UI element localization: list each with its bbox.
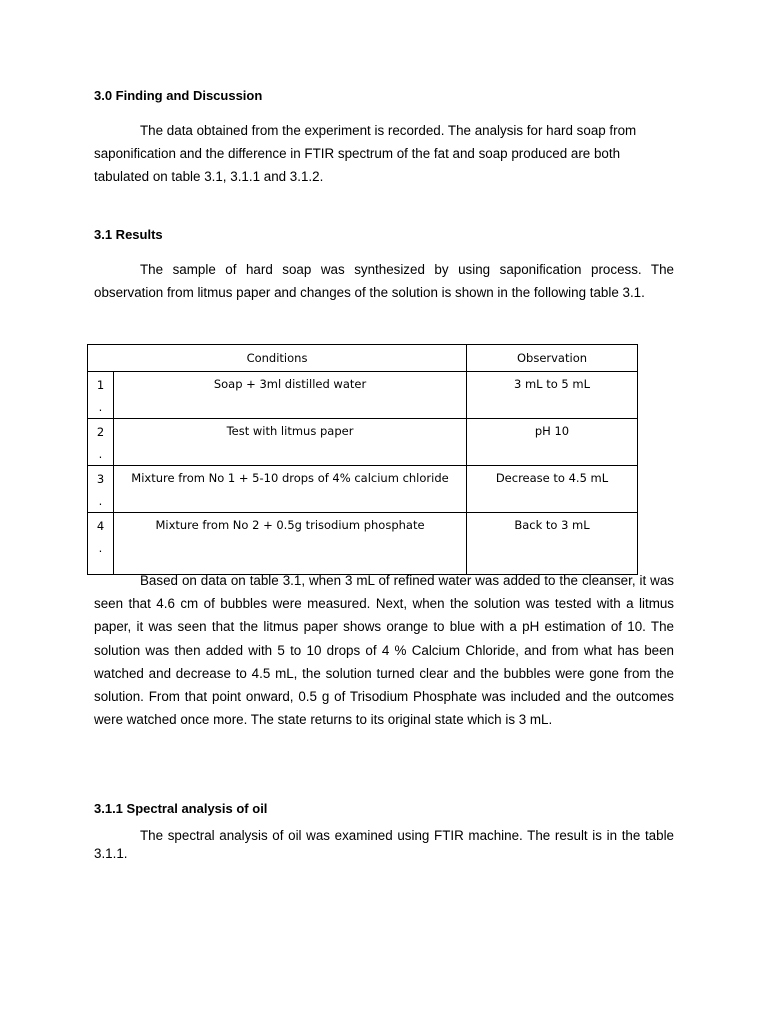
row-condition: Mixture from No 2 + 0.5g trisodium phosphate [114,513,467,575]
row-number: 4 . [88,513,114,575]
row-number: 3 . [88,466,114,513]
row-observation: 3 mL to 5 mL [467,372,638,419]
row-observation: pH 10 [467,419,638,466]
spectral-intro-paragraph: The spectral analysis of oil was examined using FTIR machine. The result is in the table 3.1.1. [94,828,674,861]
results-discussion-paragraph: Based on data on table 3.1, when 3 mL of refined water was added to the cleanser, it was seen that 4.6 cm of bubbles were measured. Next, when the solution was tested with a litmus paper, it was seen that the litmus paper shows orange to blue with a pH estimation of 10. The solution was then added with 5 to 10 drops of 4 % Calcium Chloride, and from what has been watched and decrease to 4.5 mL, the solution turned clear and the bubbles were gone from the solution. From that point onward, 0.5 g of Trisodium Phosphate was included and the outcomes were watched once more. The state returns to its original state which is 3 mL. [94,573,674,728]
table-header-row [88,345,638,372]
results-table [87,344,638,575]
row-number: 1 . [88,372,114,419]
section-heading: 3.0 Finding and Discussion [94,88,263,103]
row-observation: Decrease to 4.5 mL [467,466,638,513]
observation-header: Observation [467,345,638,372]
row-observation: Back to 3 mL [467,513,638,575]
results-heading: 3.1 Results [94,227,163,242]
row-condition: Test with litmus paper [114,419,467,466]
results-intro-paragraph: The sample of hard soap was synthesized by using saponification process. The observation from litmus paper and changes of the solution is shown in the following table 3.1. [94,262,674,301]
spectral-heading: 3.1.1 Spectral analysis of oil [94,801,268,816]
table-row [88,372,638,419]
conditions-header: Conditions [88,345,467,372]
table-row [88,466,638,513]
section-intro-paragraph: The data obtained from the experiment is recorded. The analysis for hard soap from saponification and the difference in FTIR spectrum of the fat and soap produced are both tabulated on table 3.1, 3.1.1 and 3.1.2. [94,123,637,185]
row-condition: Soap + 3ml distilled water [114,372,467,419]
row-condition: Mixture from No 1 + 5-10 drops of 4% calcium chloride [114,466,467,513]
table-row [88,513,638,575]
table-row [88,419,638,466]
row-number: 2 . [88,419,114,466]
